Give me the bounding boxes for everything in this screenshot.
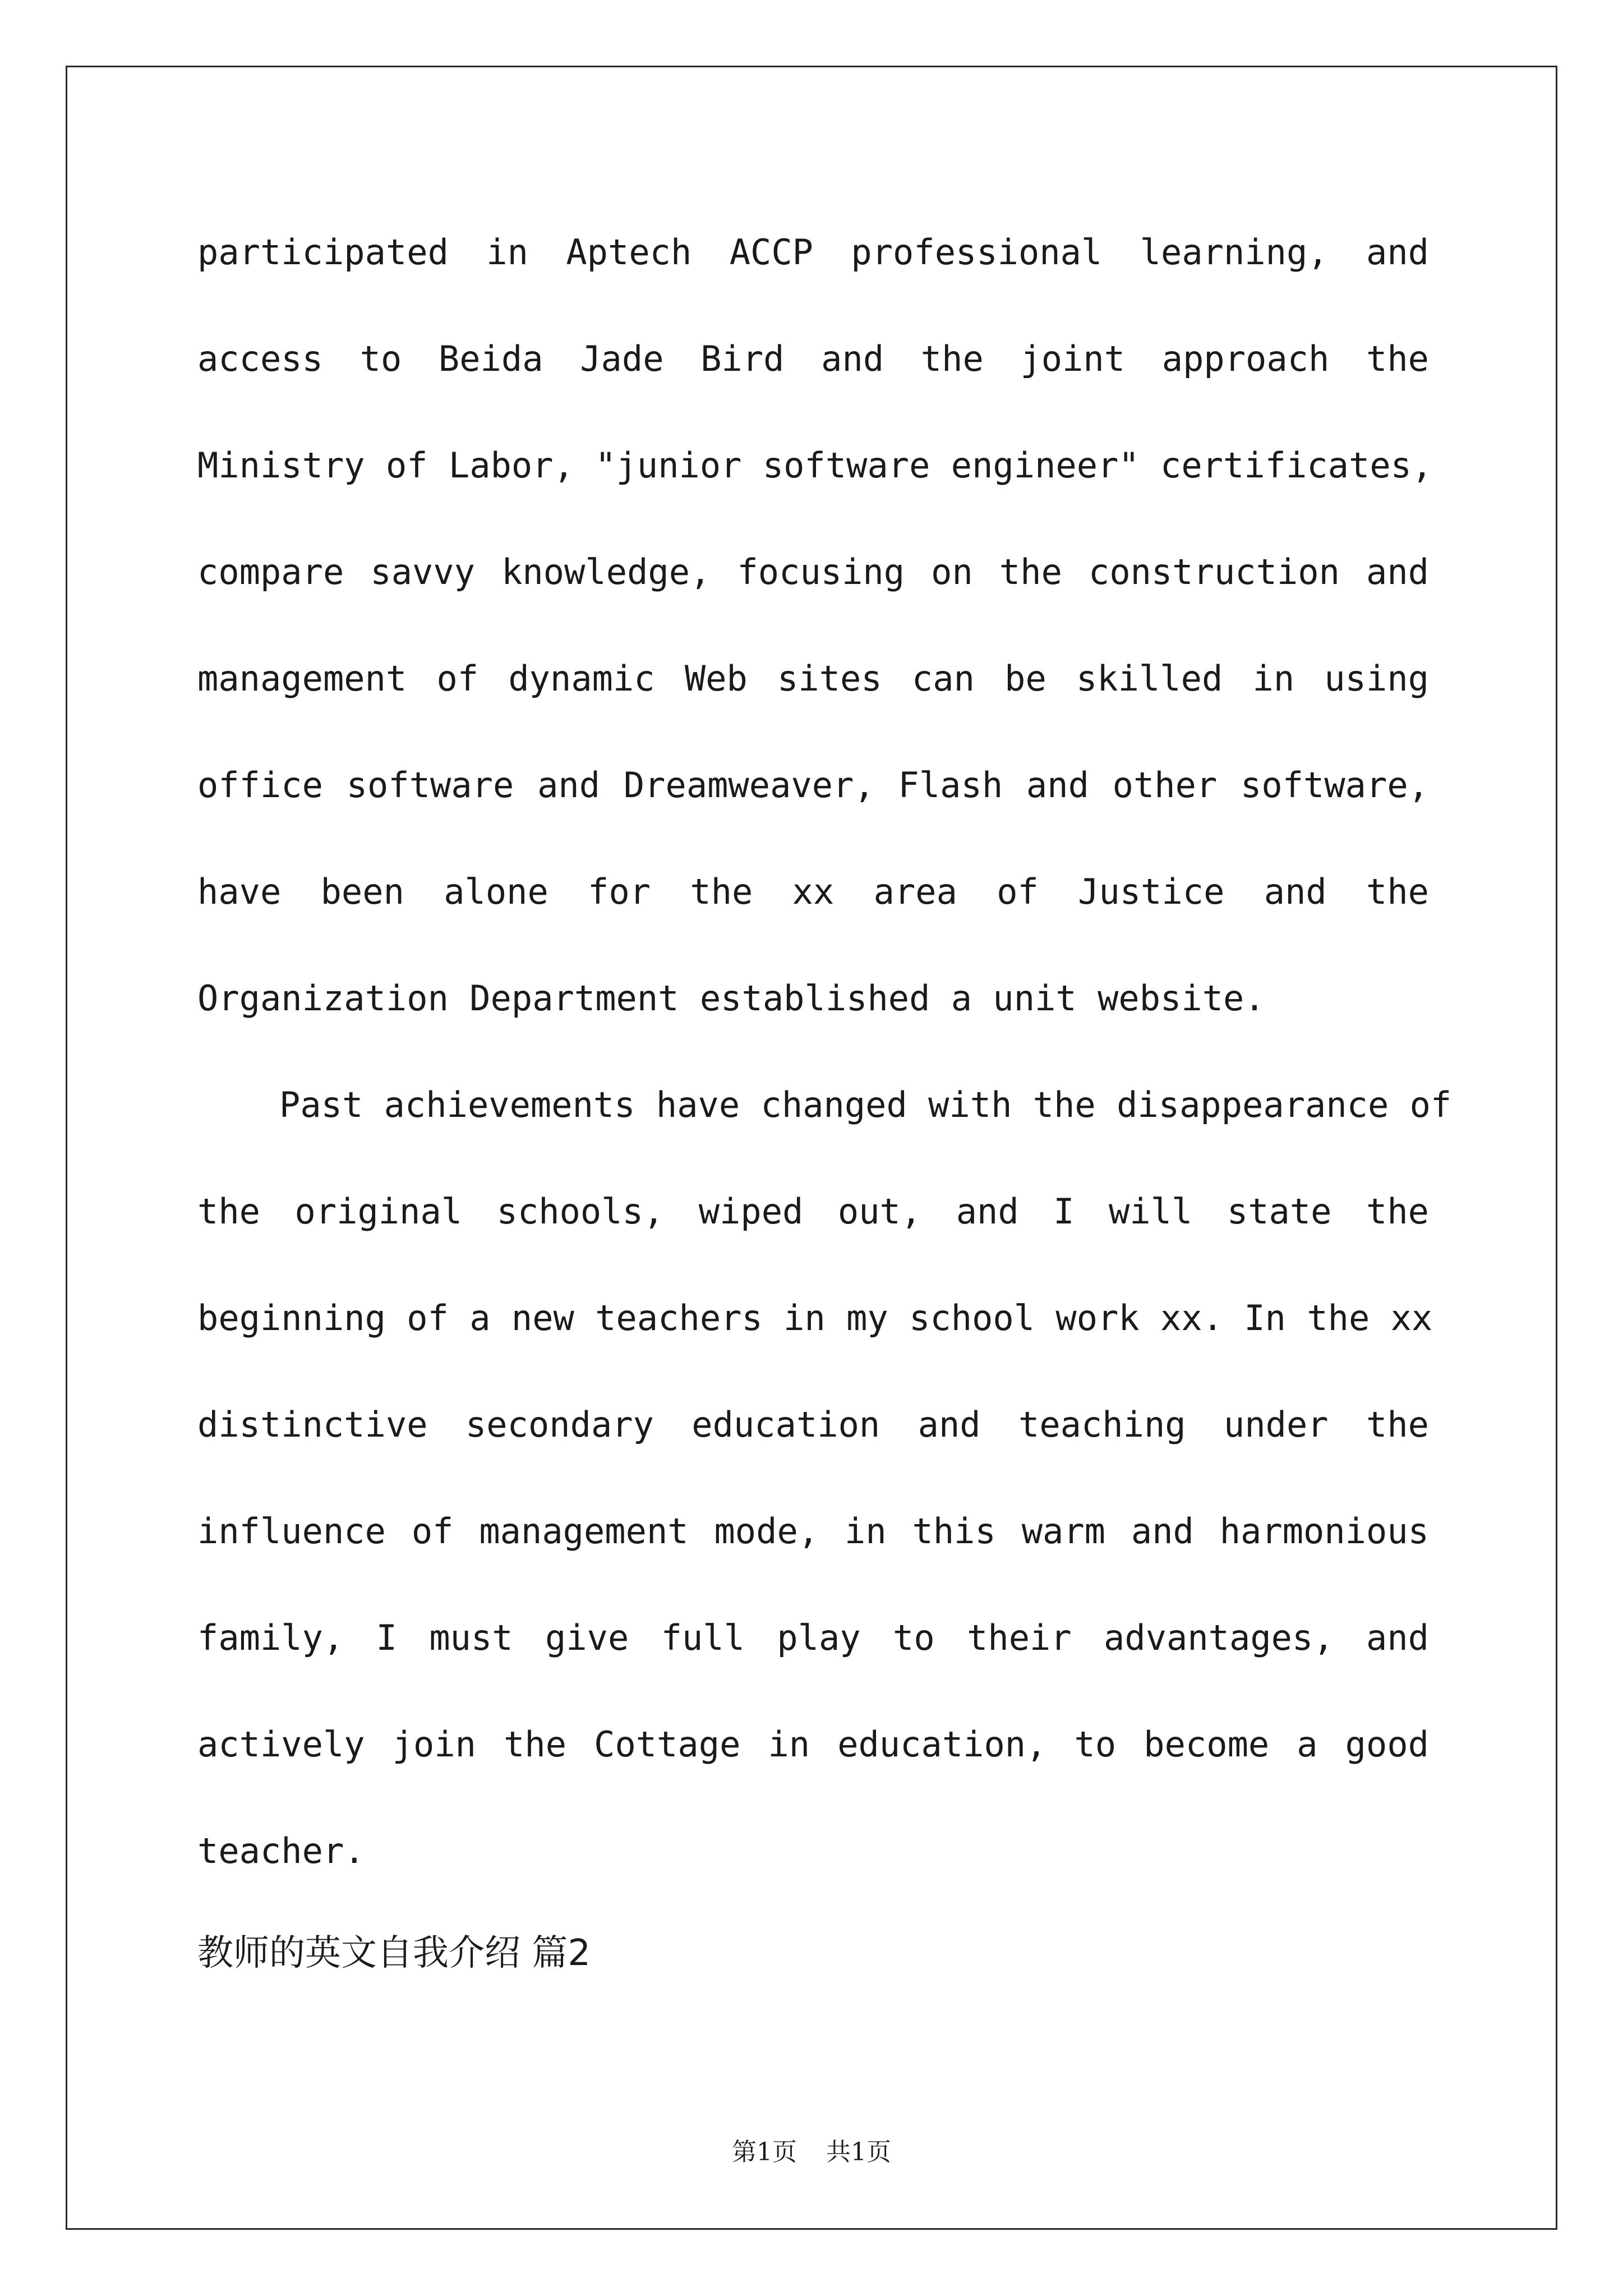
text-line: teacher. xyxy=(197,1830,365,1871)
text-line: Organization Department established a unit website. xyxy=(197,978,1265,1019)
document-body xyxy=(197,222,1452,1927)
page-count: 共1页 xyxy=(826,2138,891,2166)
section-heading: 教师的英文自我介绍 篇2 xyxy=(197,1932,591,1974)
text-line: office software and Dreamweaver, Flash and other software, xyxy=(197,765,1429,806)
text-line: have been alone for the xx area of Justice and the xyxy=(197,871,1429,912)
text-line: family, I must give full play to their advantages, and xyxy=(197,1617,1429,1658)
text-line: compare savvy knowledge, focusing on the construction and xyxy=(197,551,1429,592)
text-line: Ministry of Labor, "junior software engineer" certificates, xyxy=(197,445,1433,486)
text-line: beginning of a new teachers in my school work xx. In the xx xyxy=(197,1297,1433,1338)
text-line: participated in Aptech ACCP professional learning, and xyxy=(197,232,1429,273)
paragraph-1 xyxy=(197,222,1433,1074)
text-line: actively join the Cottage in education, to become a good xyxy=(197,1724,1429,1765)
page-number: 第1页 xyxy=(732,2138,797,2166)
paragraph-2 xyxy=(197,1074,1452,1927)
text-line: distinctive secondary education and teaching under the xyxy=(197,1404,1429,1445)
text-line: the original schools, wiped out, and I will state the xyxy=(197,1191,1429,1232)
text-line: management of dynamic Web sites can be skilled in using xyxy=(197,658,1429,699)
text-line: Past achievements have changed with the disappearance of xyxy=(279,1084,1452,1125)
page-footer xyxy=(0,2132,1623,2168)
text-line: access to Beida Jade Bird and the joint approach the xyxy=(197,338,1429,379)
text-line: influence of management mode, in this warm and harmonious xyxy=(197,1511,1429,1552)
